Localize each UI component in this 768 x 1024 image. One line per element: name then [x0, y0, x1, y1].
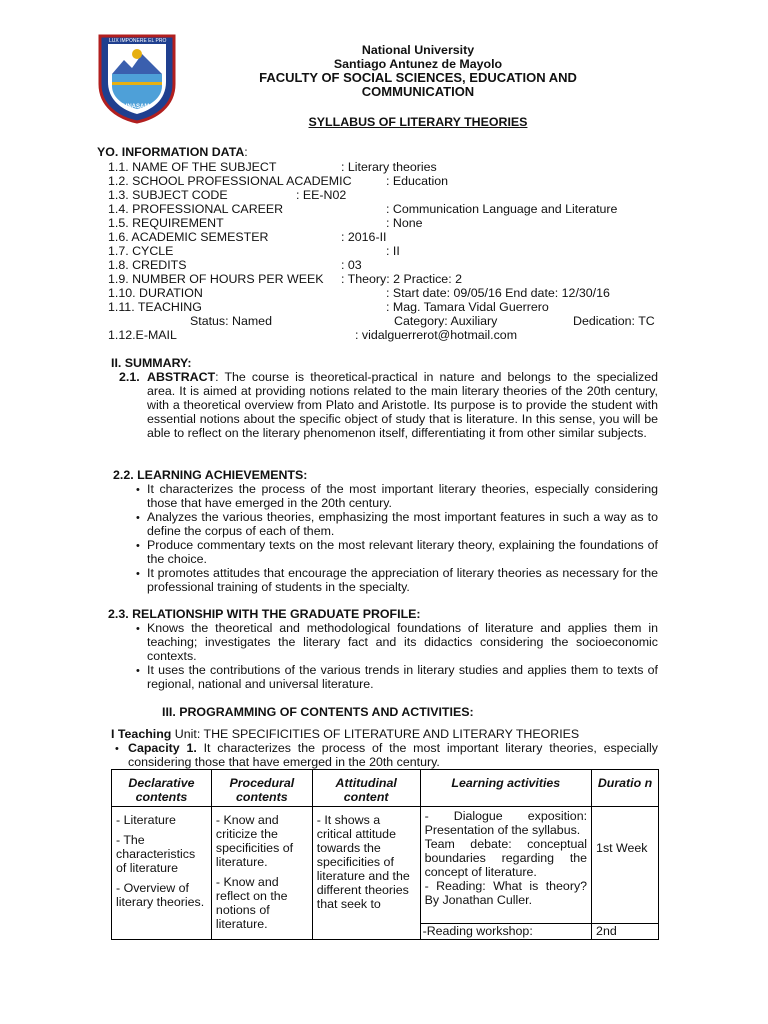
- header-duration: Duratio n: [592, 770, 659, 807]
- abstract-number: 2.1.: [119, 370, 140, 384]
- achievement-bullet-2: •: [136, 512, 140, 524]
- header-declarative: Declarative contents: [112, 770, 212, 807]
- info-value-6: : 2016-II: [341, 230, 387, 244]
- profile-bullet-2: •: [136, 665, 140, 677]
- attitudinal-item: - It shows a critical attitude towards the specificities of literature and the different theories that seek to: [316, 813, 410, 911]
- faculty-name-cont: COMMUNICATION: [361, 84, 475, 99]
- attitudinal-cell: [312, 807, 420, 940]
- achievement-item-4: It promotes attitudes that encourage the appreciation of literary theories as necessary for the professional training of students in the specialty.: [147, 566, 658, 594]
- info-value-4: : Communication Language and Literature: [386, 202, 618, 216]
- declarative-item-2: - The characteristics of literature: [116, 833, 196, 875]
- capacity-label: Capacity 1.: [128, 741, 197, 755]
- info-value-5: : None: [386, 216, 423, 230]
- table-row: [112, 807, 659, 924]
- teacher-status: Status: Named: [190, 314, 272, 328]
- achievement-bullet-1: •: [136, 484, 140, 496]
- logo-text-top: LUX IMPONERE EL PRO: [109, 38, 167, 44]
- declarative-cell: [112, 807, 212, 940]
- abstract-label: ABSTRACT: [147, 370, 216, 384]
- teacher-dedication: Dedication: TC: [573, 314, 655, 328]
- achievement-bullet-3: •: [136, 540, 140, 552]
- programming-heading: III. PROGRAMMING OF CONTENTS AND ACTIVITIES:: [162, 705, 474, 719]
- info-label-7: 1.7. CYCLE: [108, 244, 174, 258]
- info-label-6: 1.6. ACADEMIC SEMESTER: [108, 230, 269, 244]
- table-header-row: [112, 770, 659, 807]
- profile-item-1: Knows the theoretical and methodological foundations of literature and applies them in teaching; investigates the literary fact and its didactics considering the socioeconomic contexts.: [147, 621, 658, 663]
- info-label-2: 1.2. SCHOOL PROFESSIONAL ACADEMIC: [108, 174, 352, 188]
- teaching-unit-title: Unit: THE SPECIFICITIES OF LITERATURE AND LITERARY THEORIES: [171, 727, 580, 741]
- info-value-3: : EE-N02: [296, 188, 347, 202]
- profile-item-2: It uses the contributions of the various trends in literary studies and applies them to texts of regional, national and universal literature.: [147, 663, 658, 691]
- duration-cell: [592, 807, 659, 924]
- profile-heading: 2.3. RELATIONSHIP WITH THE GRADUATE PROFILE:: [108, 607, 421, 621]
- abstract-paragraph: [147, 370, 658, 440]
- duration-cell-2: [592, 924, 659, 940]
- procedural-cell: [211, 807, 312, 940]
- achievements-heading: 2.2. LEARNING ACHIEVEMENTS:: [113, 468, 308, 482]
- info-label-12: 1.12.E-MAIL: [108, 328, 177, 342]
- capacity-bullet: •: [115, 743, 119, 755]
- info-value-12: : vidalguerrerot@hotmail.com: [355, 328, 518, 342]
- duration-value-2: 2nd: [596, 924, 617, 939]
- info-value-1: : Literary theories: [341, 160, 437, 174]
- abstract-text: : The course is theoretical-practical in nature and belongs to the specialized area. It is aimed at providing notions related to the main literary theories of the 20th century, with a theoretical overview from Plato and Aristotle. Its purpose is to provide the student with essential notions about the specific object of study that is literature. In this sense, you will be able to reflect on the literary phenomenon itself, differentiating it from other similar subjects.: [147, 370, 658, 440]
- info-value-7: : II: [386, 244, 400, 258]
- achievement-item-1: It characterizes the process of the most important literary theories, especially considering those that have emerged in the 20th century.: [147, 482, 658, 510]
- duration-value: 1st Week: [596, 841, 648, 855]
- info-value-9: : Theory: 2 Practice: 2: [341, 272, 462, 286]
- faculty-name: FACULTY OF SOCIAL SCIENCES, EDUCATION AND: [259, 70, 577, 85]
- teacher-category: Category: Auxiliary: [394, 314, 498, 328]
- activity-item-3: - Reading: What is theory? By Jonathan Culler.: [424, 879, 588, 907]
- info-heading: [97, 145, 248, 159]
- activity-item-4: -Reading workshop:: [422, 924, 533, 939]
- info-label-8: 1.8. CREDITS: [108, 258, 187, 272]
- info-label-10: 1.10. DURATION: [108, 286, 203, 300]
- header-attitudinal: Attitudinal content: [312, 770, 420, 807]
- info-heading-text: YO. INFORMATION DATA: [97, 145, 245, 159]
- declarative-item-1: - Literature: [116, 813, 176, 827]
- activity-item-2: Team debate: conceptual boundaries regarding the concept of literature.: [424, 837, 588, 879]
- summary-heading: II. SUMMARY:: [111, 356, 192, 370]
- achievement-item-3: Produce commentary texts on the most relevant literary theory, explaining the foundations of the choice.: [147, 538, 658, 566]
- info-value-2: : Education: [386, 174, 448, 188]
- teaching-unit-label: I Teaching: [111, 727, 172, 741]
- capacity-text: It characterizes the process of the most important literary theories, especially considering those that have emerged in the 20th century.: [128, 741, 658, 769]
- declarative-item-3: - Overview of literary theories.: [116, 881, 205, 909]
- achievement-bullet-4: •: [136, 568, 140, 580]
- capacity-paragraph: [128, 741, 658, 769]
- activity-item-1: - Dialogue exposition: Presentation of the syllabus.: [424, 809, 588, 837]
- info-value-11: : Mag. Tamara Vidal Guerrero: [386, 300, 549, 314]
- university-logo: [96, 32, 178, 124]
- teaching-unit: [111, 727, 579, 741]
- logo-text-bottom: UNASAM: [123, 104, 150, 110]
- header-activities: Learning activities: [420, 770, 591, 807]
- activities-cell: [420, 807, 591, 924]
- activities-cell-2: [420, 924, 591, 940]
- university-subname: Santiago Antunez de Mayolo: [333, 57, 503, 71]
- profile-bullet-1: •: [136, 623, 140, 635]
- info-heading-colon: :: [244, 145, 248, 159]
- info-label-3: 1.3. SUBJECT CODE: [108, 188, 228, 202]
- procedural-item-1: - Know and criticize the specificities of literature.: [215, 813, 294, 869]
- info-value-8: : 03: [341, 258, 362, 272]
- info-value-10: : Start date: 09/05/16 End date: 12/30/16: [386, 286, 610, 300]
- info-label-9: 1.9. NUMBER OF HOURS PER WEEK: [108, 272, 324, 286]
- document-title: SYLLABUS OF LITERARY THEORIES: [308, 115, 528, 129]
- header-procedural: Procedural contents: [211, 770, 312, 807]
- contents-table: [111, 769, 659, 940]
- achievement-item-2: Analyzes the various theories, emphasizing the most important features in such a way as to define the corpus of each of them.: [147, 510, 658, 538]
- university-name: National University: [361, 43, 475, 57]
- info-label-4: 1.4. PROFESSIONAL CAREER: [108, 202, 284, 216]
- info-label-5: 1.5. REQUIREMENT: [108, 216, 224, 230]
- info-label-11: 1.11. TEACHING: [108, 300, 202, 314]
- procedural-item-2: - Know and reflect on the notions of literature.: [215, 875, 288, 931]
- info-label-1: 1.1. NAME OF THE SUBJECT: [108, 160, 277, 174]
